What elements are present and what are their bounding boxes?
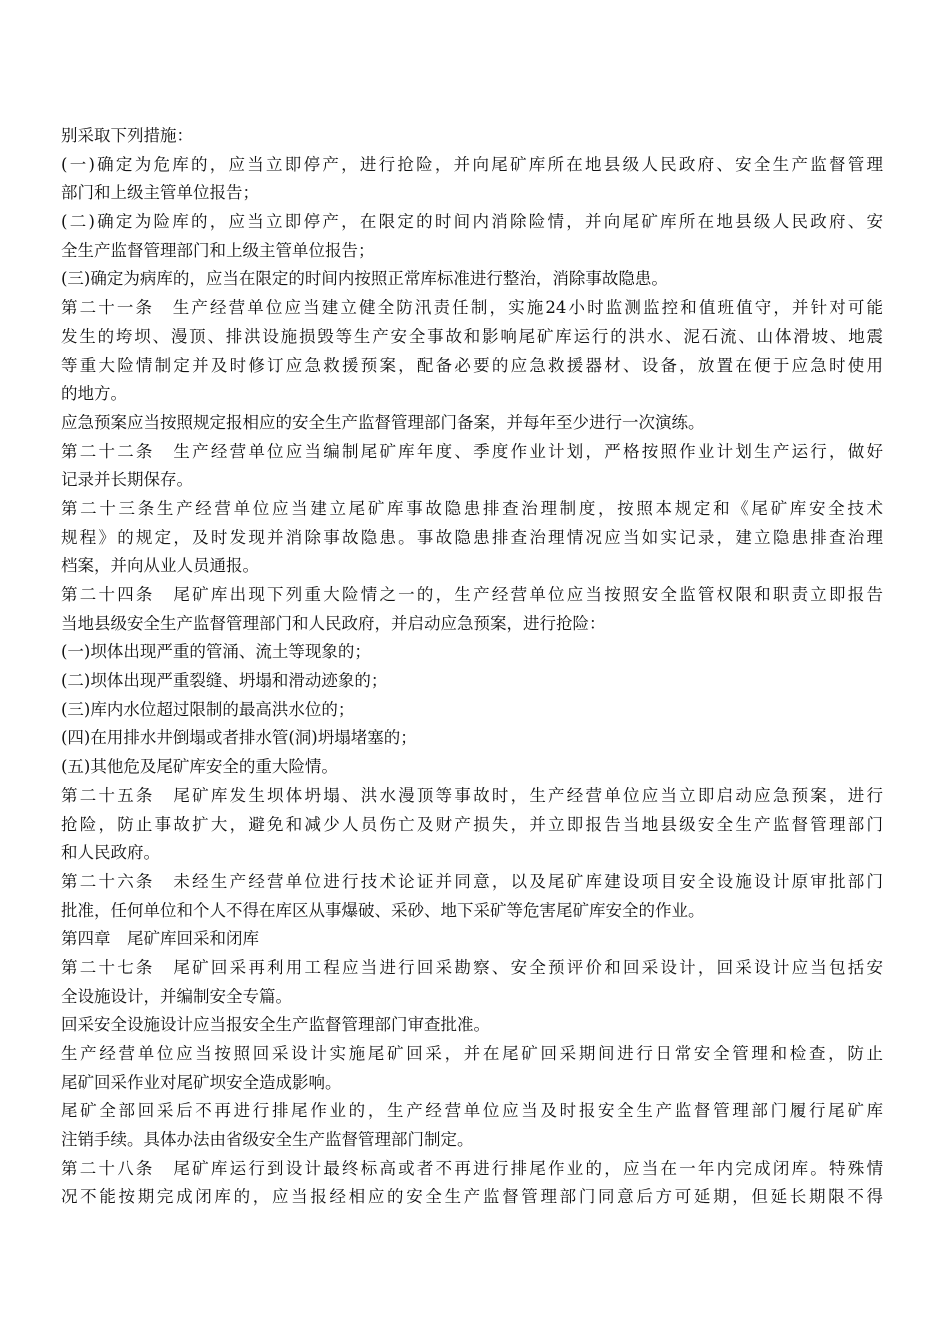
text-line: 全设施设计，并编制安全专篇。 bbox=[61, 986, 292, 1006]
text-line: (一)确定为危库的，应当立即停产，进行抢险，并向尾矿库所在地县级人民政府、安全生产监督管理 bbox=[61, 154, 883, 174]
text-line: 发生的垮坝、漫顶、排洪设施损毁等生产安全事故和影响尾矿库运行的洪水、泥石流、山体滑坡、地震 bbox=[61, 326, 883, 346]
text-line: (五)其他危及尾矿库安全的重大险情。 bbox=[61, 757, 338, 777]
text-line: 生产经营单位应当按照回采设计实施尾矿回采，并在尾矿回采期间进行日常安全管理和检查，防止 bbox=[61, 1044, 883, 1063]
text-line: 当地县级安全生产监督管理部门和人民政府，并启动应急预案，进行抢险： bbox=[61, 613, 606, 633]
text-line: (三)确定为病库的，应当在限定的时间内按照正常库标准进行整治，消除事故隐患。 bbox=[61, 269, 668, 289]
text-line: 第二十七条 尾矿回采再利用工程应当进行回采勘察、安全预评价和回采设计，回采设计应当包括安 bbox=[61, 957, 883, 977]
text-line: (二)确定为险库的，应当立即停产，在限定的时间内消除险情，并向尾矿库所在地县级人民政府、安 bbox=[61, 212, 883, 232]
text-line: 尾矿全部回采后不再进行排尾作业的，生产经营单位应当及时报安全生产监督管理部门履行尾矿库 bbox=[61, 1101, 883, 1121]
text-line: 全生产监督管理部门和上级主管单位报告； bbox=[61, 240, 375, 260]
text-line: 档案，并向从业人员通报。 bbox=[61, 556, 259, 576]
text-line: 抢险，防止事故扩大，避免和减少人员伤亡及财产损失，并立即报告当地县级安全生产监督管理部门 bbox=[61, 814, 883, 834]
text-line: 和人民政府。 bbox=[61, 843, 160, 863]
text-line: 批准，任何单位和个人不得在库区从事爆破、采砂、地下采矿等危害尾矿库安全的作业。 bbox=[61, 900, 705, 920]
text-line: 第二十一条 生产经营单位应当建立健全防汛责任制，实施24小时监测监控和值班值守，并针对可能 bbox=[61, 298, 883, 318]
document-page bbox=[61, 122, 883, 1212]
text-line: 况不能按期完成闭库的，应当报经相应的安全生产监督管理部门同意后方可延期，但延长期限不得 bbox=[61, 1187, 883, 1207]
text-line: 规程》的规定，及时发现并消除事故隐患。事故隐患排查治理情况应当如实记录，建立隐患排查治理 bbox=[61, 527, 883, 547]
text-line: 记录并长期保存。 bbox=[61, 470, 193, 490]
text-line: 第二十三条生产经营单位应当建立尾矿库事故隐患排查治理制度，按照本规定和《尾矿库安全技术 bbox=[61, 498, 883, 518]
text-line: (四)在用排水井倒塌或者排水管(洞)坍塌堵塞的； bbox=[61, 728, 417, 748]
text-line: 回采安全设施设计应当报安全生产监督管理部门审查批准。 bbox=[61, 1015, 490, 1035]
text-line: 的地方。 bbox=[61, 384, 127, 404]
text-line: 第二十五条 尾矿库发生坝体坍塌、洪水漫顶等事故时，生产经营单位应当立即启动应急预案，进行 bbox=[61, 785, 883, 805]
text-line: 第四章 尾矿库回采和闭库 bbox=[61, 929, 259, 949]
text-line: (二)坝体出现严重裂缝、坍塌和滑动迹象的； bbox=[61, 671, 388, 691]
text-line: 第二十二条 生产经营单位应当编制尾矿库年度、季度作业计划，严格按照作业计划生产运行，做好 bbox=[61, 441, 883, 461]
text-line: 注销手续。具体办法由省级安全生产监督管理部门制定。 bbox=[61, 1130, 474, 1150]
text-line: 第二十八条 尾矿库运行到设计最终标高或者不再进行排尾作业的，应当在一年内完成闭库。特殊情 bbox=[61, 1158, 883, 1178]
text-line: 等重大险情制定并及时修订应急救援预案，配备必要的应急救援器材、设备，放置在便于应急时使用 bbox=[61, 355, 883, 375]
text-line: 别采取下列措施： bbox=[61, 126, 193, 145]
text-line: 第二十四条 尾矿库出现下列重大险情之一的，生产经营单位应当按照安全监管权限和职责立即报告 bbox=[61, 585, 883, 604]
text-line: 应急预案应当按照规定报相应的安全生产监督管理部门备案，并每年至少进行一次演练。 bbox=[61, 412, 705, 432]
text-line: 部门和上级主管单位报告； bbox=[61, 183, 259, 203]
text-line: 尾矿回采作业对尾矿坝安全造成影响。 bbox=[61, 1072, 342, 1092]
text-line: (三)库内水位超过限制的最高洪水位的； bbox=[61, 699, 355, 719]
text-line: (一)坝体出现严重的管涌、流土等现象的； bbox=[61, 642, 371, 662]
text-line: 第二十六条 未经生产经营单位进行技术论证并同意，以及尾矿库建设项目安全设施设计原审批部门 bbox=[61, 871, 883, 891]
